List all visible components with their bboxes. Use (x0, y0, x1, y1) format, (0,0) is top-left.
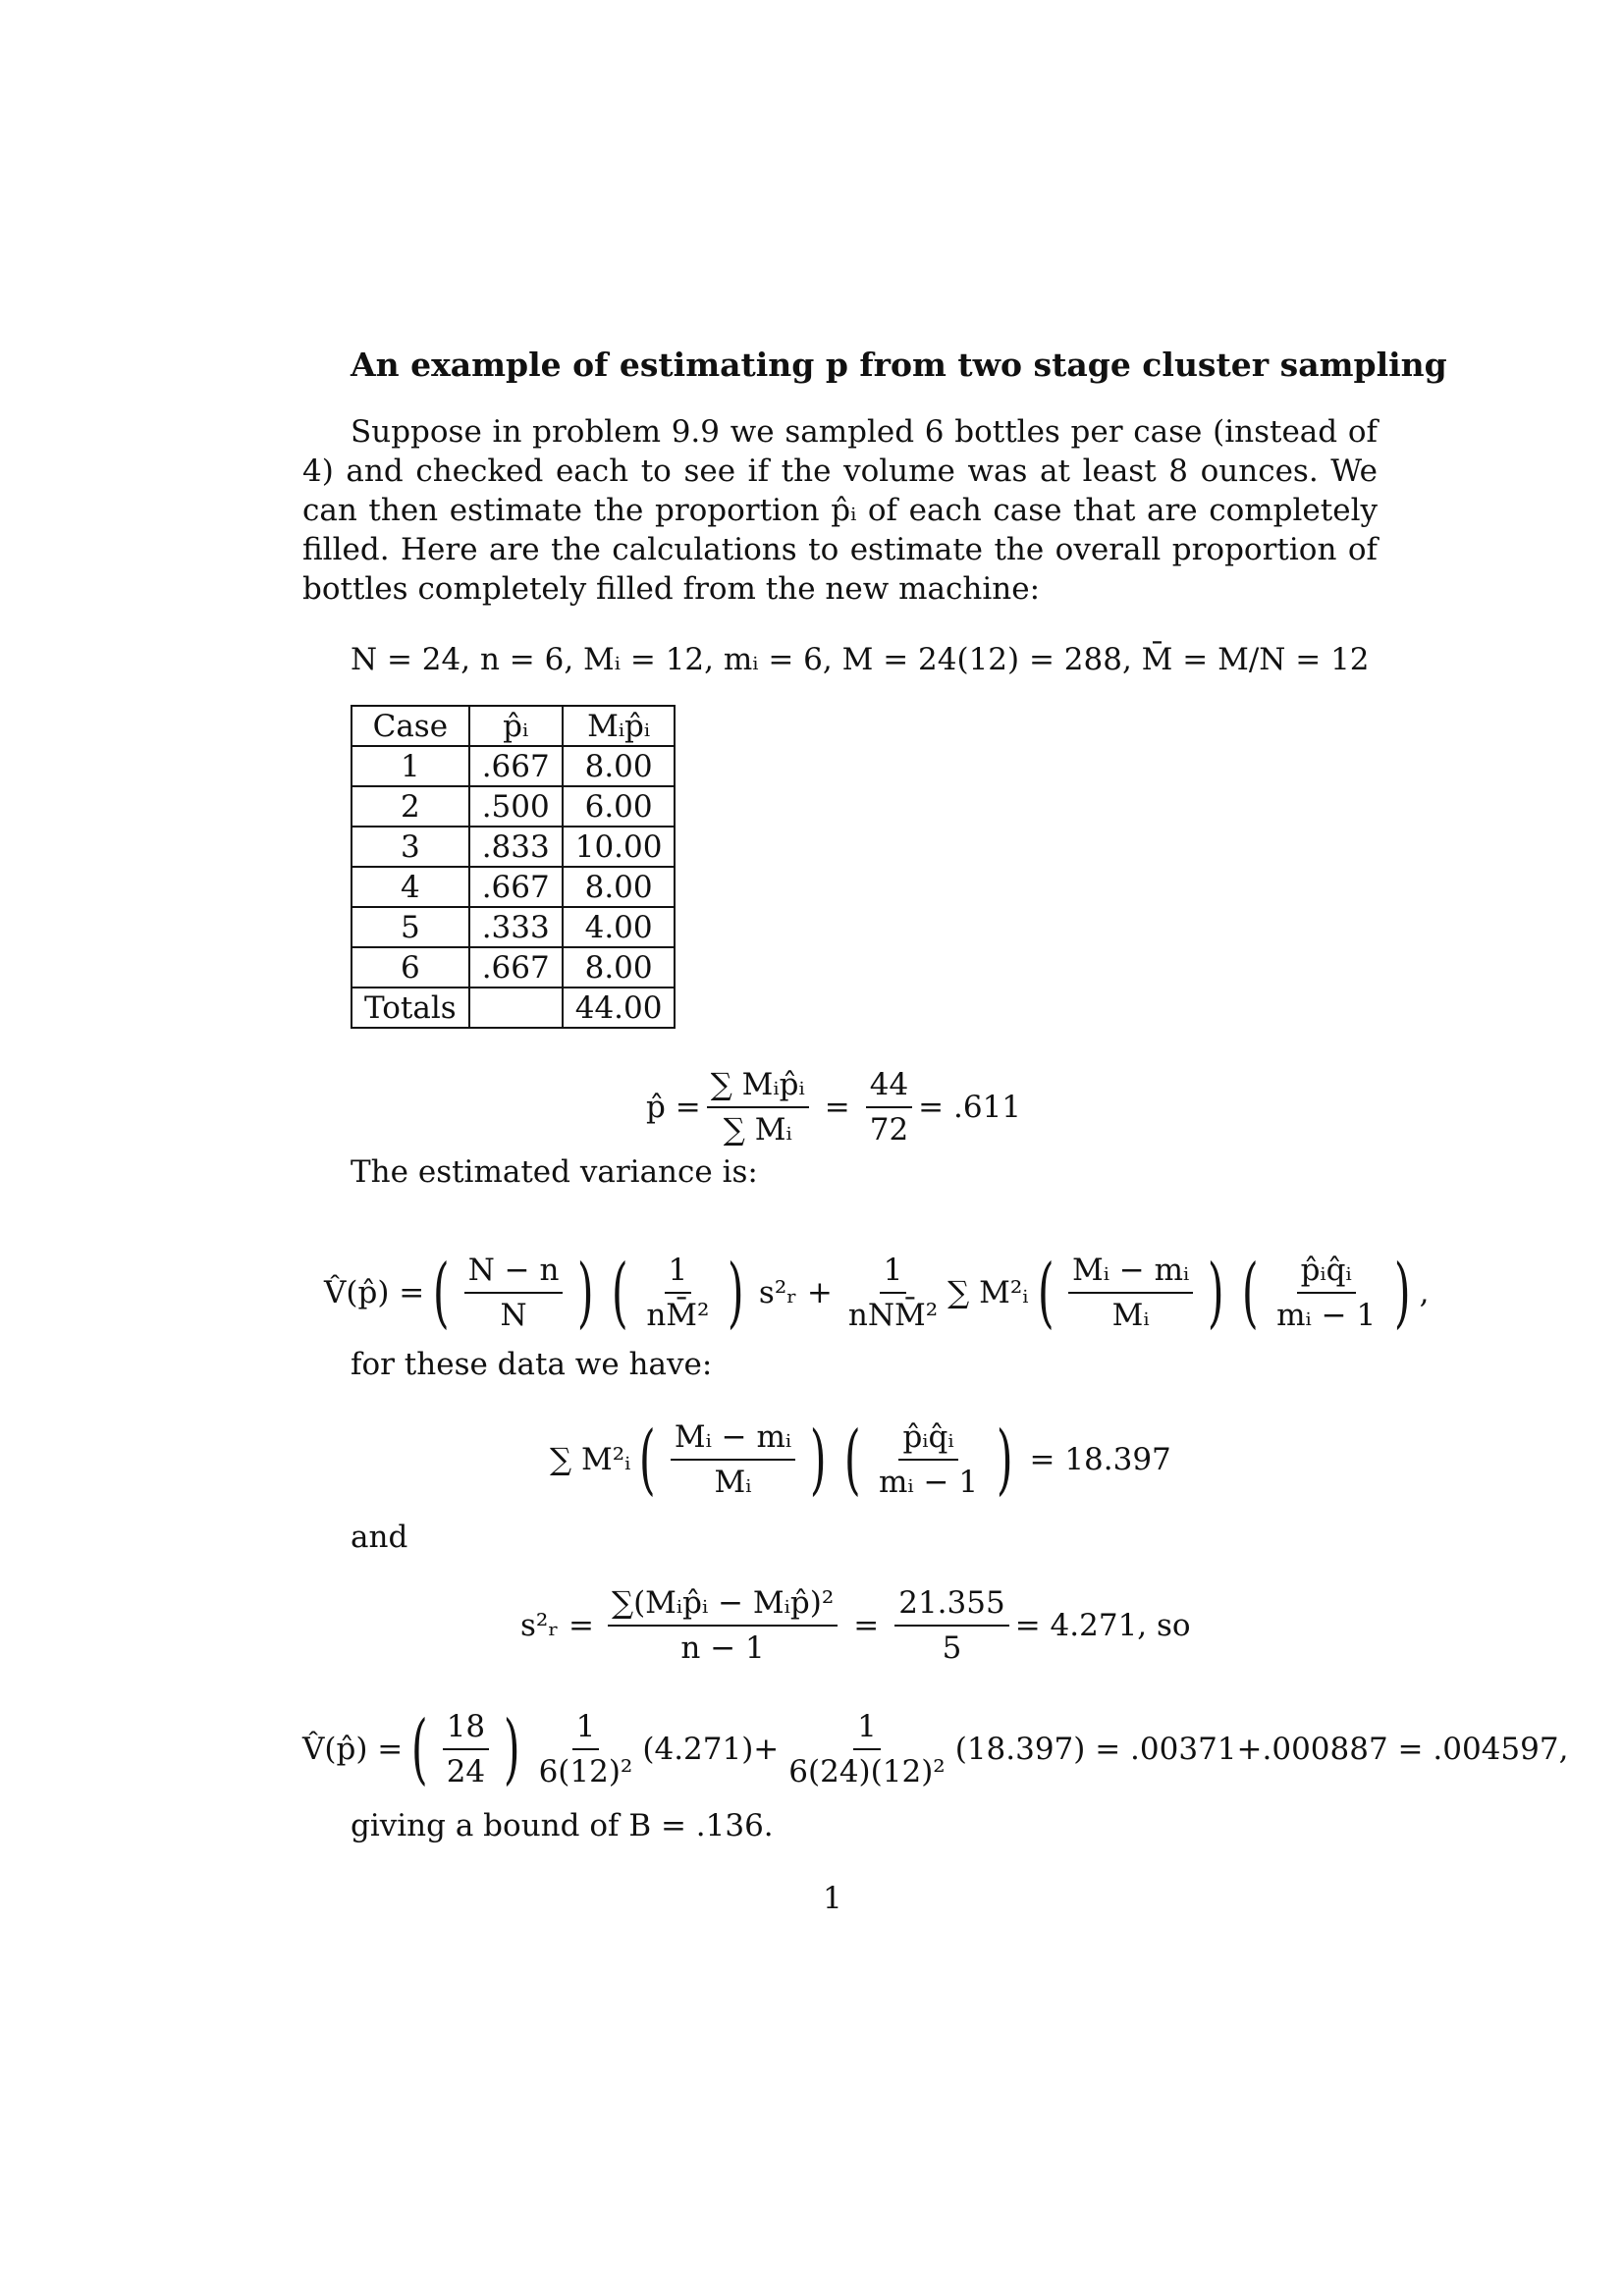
summation-equation: ∑ M²ᵢ ( $\frac{\text{Mᵢ − mᵢ}}{\text{Mᵢ}}$ ) ( $\frac{\text{p̂ᵢq̂ᵢ}}{\text{mᵢ − 1}}$ ) = 18.397 (550, 1415, 1171, 1504)
variance-formula: V̂(p̂) = ( $\frac{N - n}{N}$ ) ( $\frac{1}{\text{nM̄²}}$ ) s²ᵣ + $\frac{1}{\text{nNM̄²}}$ ∑ M²ᵢ ( $\frac{\text{Mᵢ − mᵢ}}{\text{Mᵢ}}$ ) ( $\frac{\text{p̂ᵢq̂ᵢ}}{\text{mᵢ − 1}}$ ) , (324, 1249, 1430, 1337)
fraction-denominator: ∑ Mᵢ (723, 1112, 792, 1148)
table-cell: .667 (469, 746, 563, 786)
summation-term: ∑ M²ᵢ (947, 1275, 1029, 1310)
sr-squared-equation: s²ᵣ = $\frac{\text{∑(Mᵢp̂ᵢ − Mᵢp̂)²}}{n - 1}$ = $\frac{21.355}{5}$ = 4.271, so (520, 1585, 1191, 1666)
equation-middle: (4.271)+ (642, 1732, 780, 1767)
fraction (784, 1709, 948, 1789)
table-row (352, 827, 675, 867)
table-cell: .833 (469, 827, 563, 867)
fraction-numerator: 1 (572, 1709, 600, 1750)
intro-paragraph: Suppose in problem 9.9 we sampled 6 bottles per case (instead of 4) and checked each to see if the volume was at least 8 ounces. We can then estimate the proportion p̂ᵢ of each case that are completely filled. Here are the calculations to estimate the overall proportion of bottles completely filled from the new machine: (302, 414, 1378, 607)
fraction-numerator: ∑ Mᵢp̂ᵢ (707, 1067, 809, 1108)
bound-text: giving a bound of B = .136. (351, 1808, 774, 1843)
table-header-row (352, 706, 675, 746)
table-cell: 3 (352, 827, 469, 867)
and-text: and (351, 1520, 408, 1555)
fraction-numerator: 1 (880, 1253, 907, 1294)
fraction (1272, 1253, 1380, 1333)
fraction-numerator: 18 (443, 1709, 489, 1750)
fraction-denominator: mᵢ − 1 (879, 1465, 979, 1500)
table-row (352, 786, 675, 827)
data-table (351, 705, 676, 1029)
fraction (875, 1419, 982, 1500)
fraction (443, 1709, 489, 1789)
summation-term: ∑ M²ᵢ (550, 1442, 631, 1477)
final-variance-equation: V̂(p̂) = ( $\frac{18}{24}$ ) $\frac{1}{\text{6(12)²}}$ (4.271)+ $\frac{1}{\text{6(24)(12)²}}$ (18.397) = .00371+.000887 = .004597, (302, 1705, 1569, 1793)
fraction-numerator: N − n (464, 1253, 564, 1294)
table-cell: 5 (352, 907, 469, 947)
fraction-numerator: 1 (853, 1709, 881, 1750)
table-cell: Totals (352, 988, 469, 1028)
fraction-denominator: 24 (446, 1754, 486, 1789)
fraction (866, 1067, 912, 1148)
fraction-denominator: 72 (869, 1112, 909, 1148)
table-cell: .667 (469, 867, 563, 907)
variance-intro: The estimated variance is: (351, 1154, 758, 1190)
p-hat-equation: p̂ = $\frac{\text{∑ Mᵢp̂ᵢ}}{\text{∑ Mᵢ}}$ = $\frac{44}{72}$ = .611 (646, 1067, 1022, 1148)
fraction-denominator: n − 1 (680, 1630, 765, 1666)
table-row (352, 746, 675, 786)
fraction (464, 1253, 564, 1333)
table-cell: 2 (352, 786, 469, 827)
fraction-denominator: 5 (942, 1630, 962, 1666)
fraction-denominator: 6(24)(12)² (788, 1754, 946, 1789)
fraction-denominator: N (500, 1298, 527, 1333)
column-header: Mᵢp̂ᵢ (563, 706, 676, 746)
table-cell: 44.00 (563, 988, 676, 1028)
equation-result: (18.397) = .00371+.000887 = .004597, (954, 1732, 1569, 1767)
table-cell: 10.00 (563, 827, 676, 867)
fraction-numerator: 44 (866, 1067, 912, 1108)
s-squared-term: s²ᵣ + (758, 1275, 833, 1310)
fraction-numerator: Mᵢ − mᵢ (1068, 1253, 1193, 1294)
table-cell: .667 (469, 947, 563, 988)
fraction-numerator: 21.355 (894, 1585, 1008, 1627)
fraction (707, 1067, 809, 1148)
formula-tail: , (1419, 1275, 1430, 1310)
fraction-denominator: 6(12)² (538, 1754, 633, 1789)
page-title: An example of estimating p from two stage cluster sampling (351, 346, 1447, 384)
fraction-numerator: p̂ᵢq̂ᵢ (898, 1419, 957, 1461)
table-cell: 4 (352, 867, 469, 907)
table-cell: 1 (352, 746, 469, 786)
fraction (642, 1253, 713, 1333)
table-row (352, 947, 675, 988)
fraction-numerator: p̂ᵢq̂ᵢ (1297, 1253, 1356, 1294)
table-totals-row (352, 988, 675, 1028)
fraction-denominator: nM̄² (646, 1298, 710, 1333)
table-cell: .333 (469, 907, 563, 947)
equation-lhs: V̂(p̂) = (302, 1732, 404, 1767)
equation-lhs: s²ᵣ = (520, 1608, 594, 1643)
fraction (1068, 1253, 1193, 1333)
equation-result: = 4.271, so (1014, 1608, 1191, 1643)
table-cell: 8.00 (563, 746, 676, 786)
fraction-numerator: 1 (665, 1253, 692, 1294)
fraction-denominator: mᵢ − 1 (1276, 1298, 1377, 1333)
data-intro: for these data we have: (351, 1347, 713, 1382)
column-header: p̂ᵢ (469, 706, 563, 746)
table-cell: 6.00 (563, 786, 676, 827)
equation-lhs: V̂(p̂) = (324, 1275, 425, 1310)
column-header: Case (352, 706, 469, 746)
table-cell: 4.00 (563, 907, 676, 947)
fraction (894, 1585, 1008, 1666)
fraction-numerator: ∑(Mᵢp̂ᵢ − Mᵢp̂)² (608, 1585, 838, 1627)
table-cell (469, 988, 563, 1028)
given-values-line: N = 24, n = 6, Mᵢ = 12, mᵢ = 6, M = 24(12) = 288, M̄ = M/N = 12 (351, 642, 1370, 677)
table-row (352, 907, 675, 947)
fraction (608, 1585, 838, 1666)
equation-result: = .611 (918, 1090, 1022, 1125)
table-row (352, 867, 675, 907)
equation-lhs: p̂ = (646, 1090, 701, 1125)
table-cell: 6 (352, 947, 469, 988)
fraction-denominator: Mᵢ (714, 1465, 752, 1500)
table-cell: 8.00 (563, 867, 676, 907)
fraction-denominator: Mᵢ (1111, 1298, 1150, 1333)
fraction (671, 1419, 795, 1500)
fraction (844, 1253, 942, 1333)
fraction (535, 1709, 637, 1789)
fraction-numerator: Mᵢ − mᵢ (671, 1419, 795, 1461)
page-number: 1 (823, 1881, 842, 1916)
table-cell: 8.00 (563, 947, 676, 988)
fraction-denominator: nNM̄² (847, 1298, 939, 1333)
equation-result: = 18.397 (1029, 1442, 1171, 1477)
table-cell: .500 (469, 786, 563, 827)
